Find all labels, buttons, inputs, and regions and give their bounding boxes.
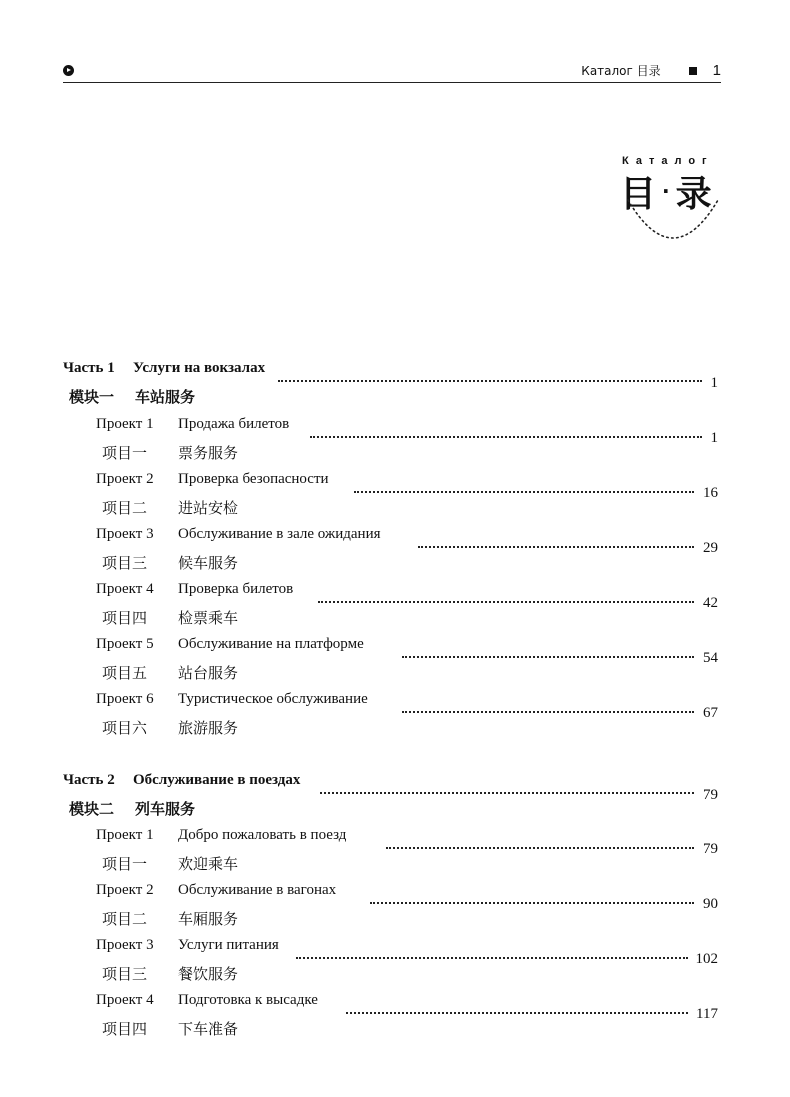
project-title: Проверка безопасности (178, 471, 329, 487)
module-label: 模块一 (69, 388, 115, 406)
dot-leader (346, 1012, 688, 1014)
dot-leader (370, 902, 694, 904)
project-label: Проект 2 (96, 471, 154, 487)
project-label: Проект 3 (96, 526, 154, 542)
dot-leader (296, 957, 688, 959)
module-title: 列车服务 (135, 800, 196, 818)
page-ref: 54 (703, 650, 718, 666)
page-ref: 102 (695, 951, 718, 967)
project-label: Проект 1 (96, 416, 154, 432)
project-title: Подготовка к высадке (178, 992, 318, 1008)
dot-leader (402, 711, 694, 713)
project-title: Продажа билетов (178, 416, 290, 432)
project-cn-label: 项目四 (102, 1020, 148, 1038)
project-cn-title: 餐饮服务 (178, 965, 239, 983)
part-title: Услуги на вокзалах (133, 360, 266, 376)
project-label: Проект 5 (96, 636, 154, 652)
project-label: Проект 4 (96, 992, 154, 1008)
title-char-left: 目 (620, 174, 657, 215)
project-cn-label: 项目四 (102, 609, 148, 627)
page-ref: 42 (703, 595, 718, 611)
dot-leader (354, 491, 694, 493)
project-cn-label: 项目三 (102, 965, 148, 983)
page-ref: 117 (696, 1006, 718, 1022)
project-cn-title: 票务服务 (178, 444, 239, 462)
module-label: 模块二 (69, 800, 115, 818)
page-ref: 79 (703, 787, 718, 803)
project-title: Добро пожаловать в поезд (178, 827, 347, 843)
project-title: Обслуживание в зале ожидания (178, 526, 381, 542)
project-cn-label: 项目三 (102, 554, 148, 572)
part-heading (63, 772, 300, 789)
project-cn-title: 检票乘车 (178, 609, 239, 627)
project-label: Проект 4 (96, 581, 154, 597)
project-cn-label: 项目六 (102, 719, 148, 737)
project-title: Туристическое обслуживание (178, 691, 368, 707)
part-heading (63, 360, 265, 377)
project-cn-label: 项目二 (102, 499, 148, 517)
project-title: Услуги питания (178, 937, 279, 953)
project-title: Обслуживание на платформе (178, 636, 364, 652)
page-number: 1 (712, 62, 721, 79)
title-dot: · (662, 179, 670, 203)
title-subtitle: Каталог (622, 155, 714, 167)
project-cn-title: 车厢服务 (178, 910, 239, 928)
page-ref: 1 (710, 430, 718, 446)
part-label: Часть 1 (63, 360, 115, 376)
project-label: Проект 6 (96, 691, 154, 707)
module-heading (69, 386, 195, 407)
page-ref: 67 (703, 705, 718, 721)
dot-leader (418, 546, 694, 548)
module-title: 车站服务 (135, 388, 196, 406)
project-cn-label: 项目五 (102, 664, 148, 682)
page-ref: 16 (703, 485, 718, 501)
dot-leader (402, 656, 694, 658)
dot-leader (320, 792, 694, 794)
project-title: Обслуживание в вагонах (178, 882, 337, 898)
project-title: Проверка билетов (178, 581, 294, 597)
project-label: Проект 1 (96, 827, 154, 843)
dot-leader (318, 601, 694, 603)
dot-leader (386, 847, 694, 849)
title-char-right: 录 (675, 174, 712, 215)
project-cn-label: 项目一 (102, 444, 148, 462)
project-cn-title: 站台服务 (178, 664, 239, 682)
module-heading (69, 798, 195, 819)
page-ref: 79 (703, 841, 718, 857)
project-cn-label: 项目二 (102, 910, 148, 928)
project-cn-title: 进站安检 (178, 499, 239, 517)
header-label: Каталог 目录 (581, 64, 661, 78)
project-cn-label: 项目一 (102, 855, 148, 873)
project-cn-title: 下车准备 (178, 1020, 239, 1038)
page-ref: 29 (703, 540, 718, 556)
page-ref: 1 (710, 375, 718, 391)
dot-leader (278, 380, 702, 382)
page-ref: 90 (703, 896, 718, 912)
dot-leader (310, 436, 702, 438)
project-cn-title: 欢迎乘车 (178, 855, 239, 873)
project-cn-title: 候车服务 (178, 554, 239, 572)
part-label: Часть 2 (63, 772, 115, 788)
project-label: Проект 3 (96, 937, 154, 953)
project-label: Проект 2 (96, 882, 154, 898)
project-cn-title: 旅游服务 (178, 719, 239, 737)
part-title: Обслуживание в поездах (133, 772, 301, 788)
